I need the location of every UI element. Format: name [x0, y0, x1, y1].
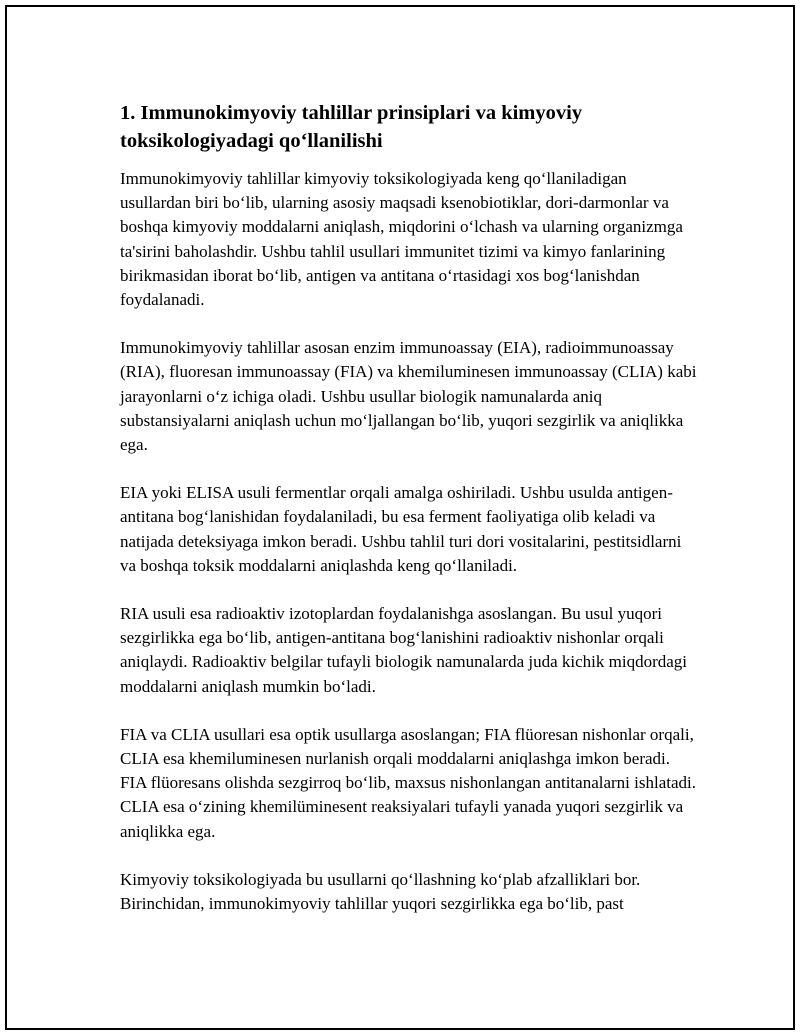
paragraph-methods-overview: Immunokimyoviy tahlillar asosan enzim immunoassay (EIA), radioimmunoassay (RIA), fluoresan immunoassay (FIA) va khemiluminesen immunoassay (CLIA) kabi jarayonlarni o‘z ichiga oladi. Ushbu usullar biologik namunalarda aniq substansiyalarni aniqlash uchun mo‘ljallangan bo‘lib, yuqori sezgirlik va aniqlikka ega.	[120, 338, 697, 455]
document-page	[5, 5, 795, 1030]
paragraph-intro: Immunokimyoviy tahlillar kimyoviy toksikologiyada keng qo‘llaniladigan usullardan biri bo‘lib, ularning asosiy maqsadi ksenobiotiklar, dori-darmonlar va boshqa kimyoviy moddalarni aniqlash, miqdorini o‘lchash va ularning organizmga ta'sirini baholashdir. Ushbu tahlil usullari immunitet tizimi va kimyo fanlarining birikmasidan iborat bo‘lib, antigen va antitana o‘rtasidagi xos bog‘lanishdan foydalanadi.	[120, 169, 683, 310]
paragraph-advantages: Kimyoviy toksikologiyada bu usullarni qo‘llashning ko‘plab afzalliklari bor. Birinchidan, immunokimyoviy tahlillar yuqori sezgirlikka ega bo‘lib, past	[120, 869, 641, 914]
document-body	[120, 99, 700, 916]
paragraph-eia-elisa: EIA yoki ELISA usuli fermentlar orqali amalga oshiriladi. Ushbu usulda antigen-antitana bog‘lanishidan foydalaniladi, bu esa ferment faoliyatiga olib keladi va natijada deteksiyaga imkon beradi. Ushbu tahlil turi dori vositalarini, pestitsidlarni va boshqa toksik moddalarni aniqlashda keng qo‘llaniladi.	[120, 483, 682, 575]
paragraph-fia-clia: FIA va CLIA usullari esa optik usullarga asoslangan; FIA flüoresan nishonlar orqali, CLIA esa khemiluminesen nurlanish orqali moddalarni aniqlashga imkon beradi. FIA flüoresans olishda sezgirroq bo‘lib, maxsus nishonlangan antitanalarni ishlatadi. CLIA esa o‘zining khemilüminesent reaksiyalari tufayli yanada yuqori sezgirlik va aniqlikka ega.	[120, 724, 696, 841]
section-title: 1. Immunokimyoviy tahlillar prinsiplari va kimyoviy toksikologiyadagi qo‘llanilishi	[120, 102, 583, 152]
paragraph-ria: RIA usuli esa radioaktiv izotoplardan foydalanishga asoslangan. Bu usul yuqori sezgirlikka ega bo‘lib, antigen-antitana bog‘lanishini radioaktiv nishonlar orqali aniqlaydi. Radioaktiv belgilar tufayli biologik namunalarda juda kichik miqdordagi moddalarni aniqlash mumkin bo‘ladi.	[120, 604, 688, 696]
